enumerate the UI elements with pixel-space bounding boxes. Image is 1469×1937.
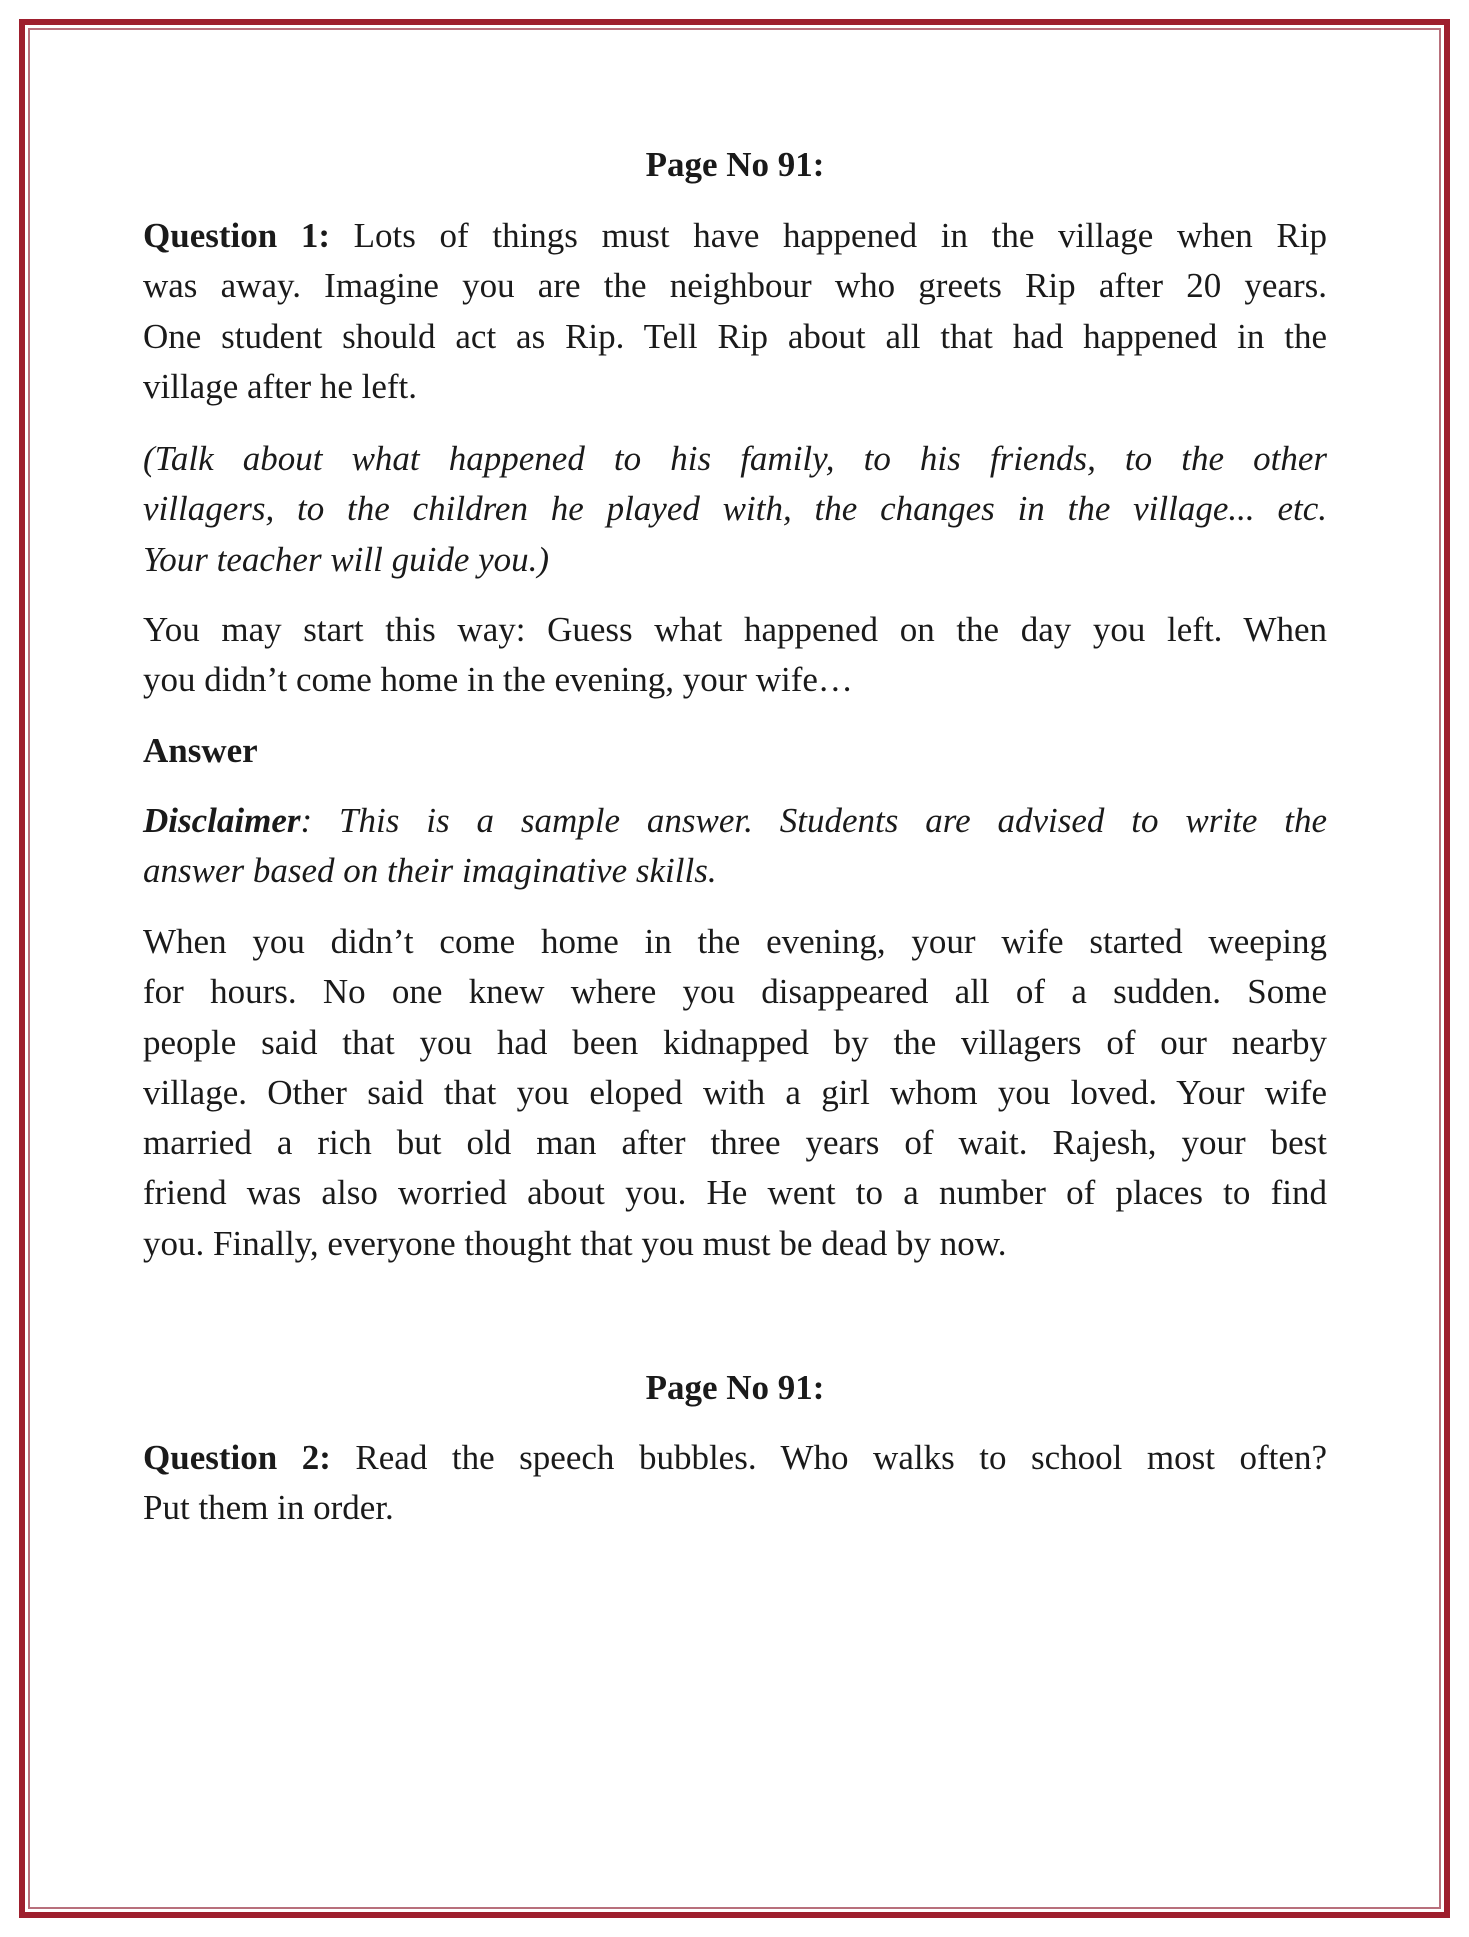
text-line: for hours. No one knew where you disappeared all of a sudden. Some	[143, 972, 1327, 1012]
disclaimer	[143, 796, 1327, 897]
question-label: Question 2:	[143, 1438, 331, 1477]
heading-page-no-1	[143, 140, 1327, 190]
text-line: you. Finally, everyone thought that you must be dead by now.	[143, 1223, 1007, 1263]
text-line: people said that you had been kidnapped by the villagers of our nearby	[143, 1022, 1327, 1062]
text-line: married a rich but old man after three years of wait. Rajesh, your best	[143, 1123, 1327, 1163]
text: : This is a sample answer. Students are advised to write the	[300, 801, 1327, 840]
text-line: When you didn’t come home in the evening, your wife started weeping	[143, 922, 1327, 961]
answer-label: Answer	[143, 731, 258, 770]
text-line: you didn’t come home in the evening, your wife…	[143, 660, 853, 700]
text: Lots of things must have happened in the village when Rip	[330, 216, 1327, 255]
text-line: villagers, to the children he played with, the changes in the village... etc.	[143, 489, 1327, 529]
text-line: Put them in order.	[143, 1488, 394, 1528]
disclaimer-label: Disclaimer	[143, 801, 301, 840]
start-paragraph	[143, 605, 1327, 706]
text-line: (Talk about what happened to his family, to his friends, to the other	[143, 439, 1327, 478]
text-line: answer based on their imaginative skills.	[143, 851, 717, 891]
answer-paragraph	[143, 917, 1327, 1269]
question-2	[143, 1433, 1327, 1534]
hint-paragraph	[143, 434, 1327, 585]
question-1	[143, 211, 1327, 412]
text: Read the speech bubbles. Who walks to school most often?	[330, 1438, 1327, 1477]
text-line	[143, 1433, 1327, 1483]
text-line: One student should act as Rip. Tell Rip about all that had happened in the	[143, 316, 1327, 356]
text-line: village after he left.	[143, 366, 418, 406]
text-line: friend was also worried about you. He went to a number of places to find	[143, 1173, 1327, 1213]
text-line: Your teacher will guide you.)	[143, 539, 550, 579]
text-line: You may start this way: Guess what happened on the day you left. When	[143, 610, 1327, 649]
heading-page-no-2	[143, 1363, 1327, 1413]
text-line	[143, 796, 1327, 846]
answer-heading	[143, 726, 1327, 776]
heading-text: Page No 91:	[645, 1368, 825, 1407]
text-line: village. Other said that you eloped with a girl whom you loved. Your wife	[143, 1072, 1327, 1112]
text-line	[143, 211, 1327, 261]
heading-text: Page No 91:	[645, 145, 825, 184]
text-line: was away. Imagine you are the neighbour who greets Rip after 20 years.	[143, 266, 1327, 306]
question-label: Question 1:	[143, 216, 330, 255]
